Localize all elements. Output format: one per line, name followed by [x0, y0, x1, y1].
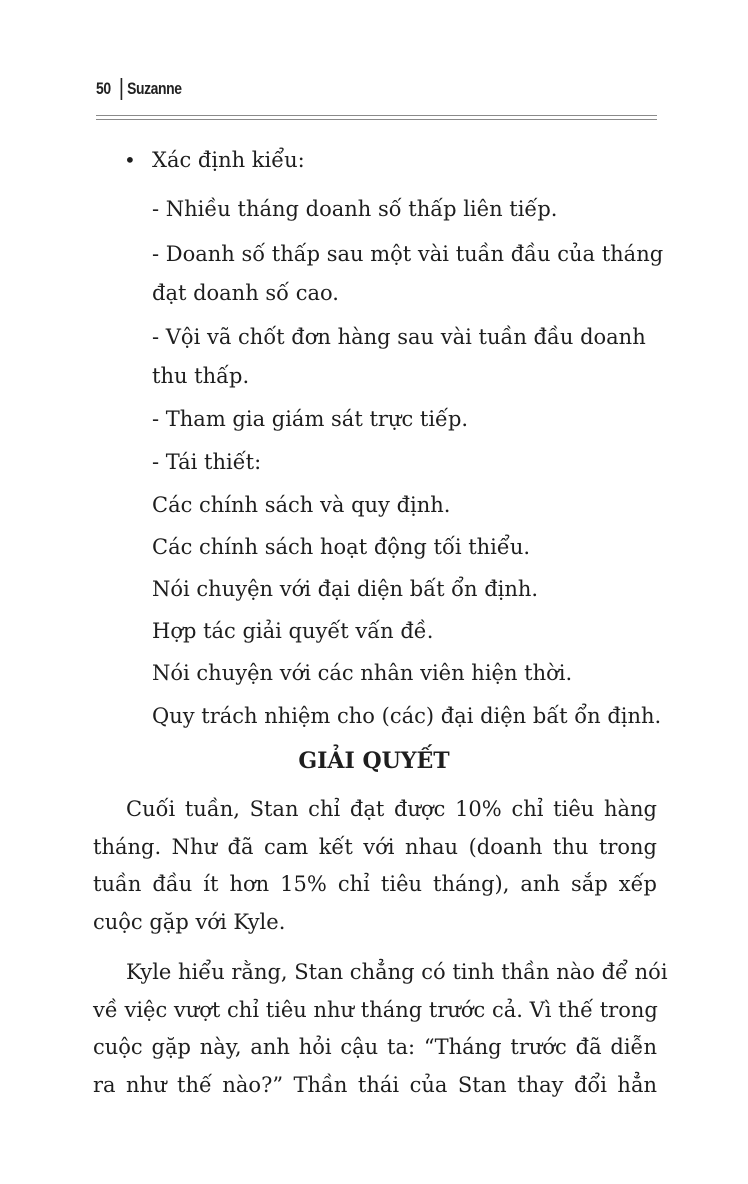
- list-item: thu thấp.: [152, 364, 250, 388]
- paragraph-line: ra như thế nào?” Thần thái của Stan thay đổi hẳn: [93, 1072, 657, 1097]
- running-title: Suzanne: [127, 79, 182, 98]
- paragraph-line: cuộc gặp với Kyle.: [93, 909, 286, 934]
- paragraph-line: cuộc gặp này, anh hỏi cậu ta: “Tháng trước đã diễn: [93, 1035, 657, 1059]
- page-number: 50: [96, 79, 111, 98]
- section-heading: GIẢI QUYẾT: [298, 748, 450, 774]
- paragraph-line: về việc vượt chỉ tiêu như tháng trước cả. Vì thế trong: [93, 997, 658, 1022]
- list-item: - Tái thiết:: [152, 450, 262, 474]
- list-item: Hợp tác giải quyết vấn đề.: [152, 619, 434, 643]
- paragraph: [93, 954, 668, 1104]
- running-header: [96, 76, 182, 102]
- bullet-icon: •: [124, 148, 136, 172]
- list-item: - Nhiều tháng doanh số thấp liên tiếp.: [152, 197, 558, 221]
- list-item: Nói chuyện với đại diện bất ổn định.: [152, 577, 539, 601]
- list-item: Các chính sách và quy định.: [152, 493, 451, 517]
- list-item: Các chính sách hoạt động tối thiểu.: [152, 535, 531, 559]
- paragraph-line: tháng. Như đã cam kết với nhau (doanh thu trong: [93, 834, 657, 859]
- header-divider: [121, 78, 123, 100]
- paragraph-line: Kyle hiểu rằng, Stan chẳng có tinh thần nào để nói: [126, 960, 668, 984]
- list-item: Quy trách nhiệm cho (các) đại diện bất ổn định.: [152, 704, 662, 728]
- header-rule-top: [96, 115, 657, 116]
- list-item: - Tham gia giám sát trực tiếp.: [152, 407, 469, 431]
- list-item: Nói chuyện với các nhân viên hiện thời.: [152, 661, 573, 685]
- list-item: đạt doanh số cao.: [152, 281, 339, 305]
- paragraph-line: tuần đầu ít hơn 15% chỉ tiêu tháng), anh sắp xếp: [93, 872, 657, 896]
- paragraph-line: Cuối tuần, Stan chỉ đạt được 10% chỉ tiêu hàng: [126, 797, 657, 821]
- list-item: - Vội vã chốt đơn hàng sau vài tuần đầu doanh: [152, 325, 646, 349]
- header-rule-bottom: [96, 119, 657, 120]
- paragraph: [93, 791, 657, 941]
- list-item: - Doanh số thấp sau một vài tuần đầu của tháng: [152, 242, 664, 266]
- bullet-label: Xác định kiểu:: [152, 148, 305, 172]
